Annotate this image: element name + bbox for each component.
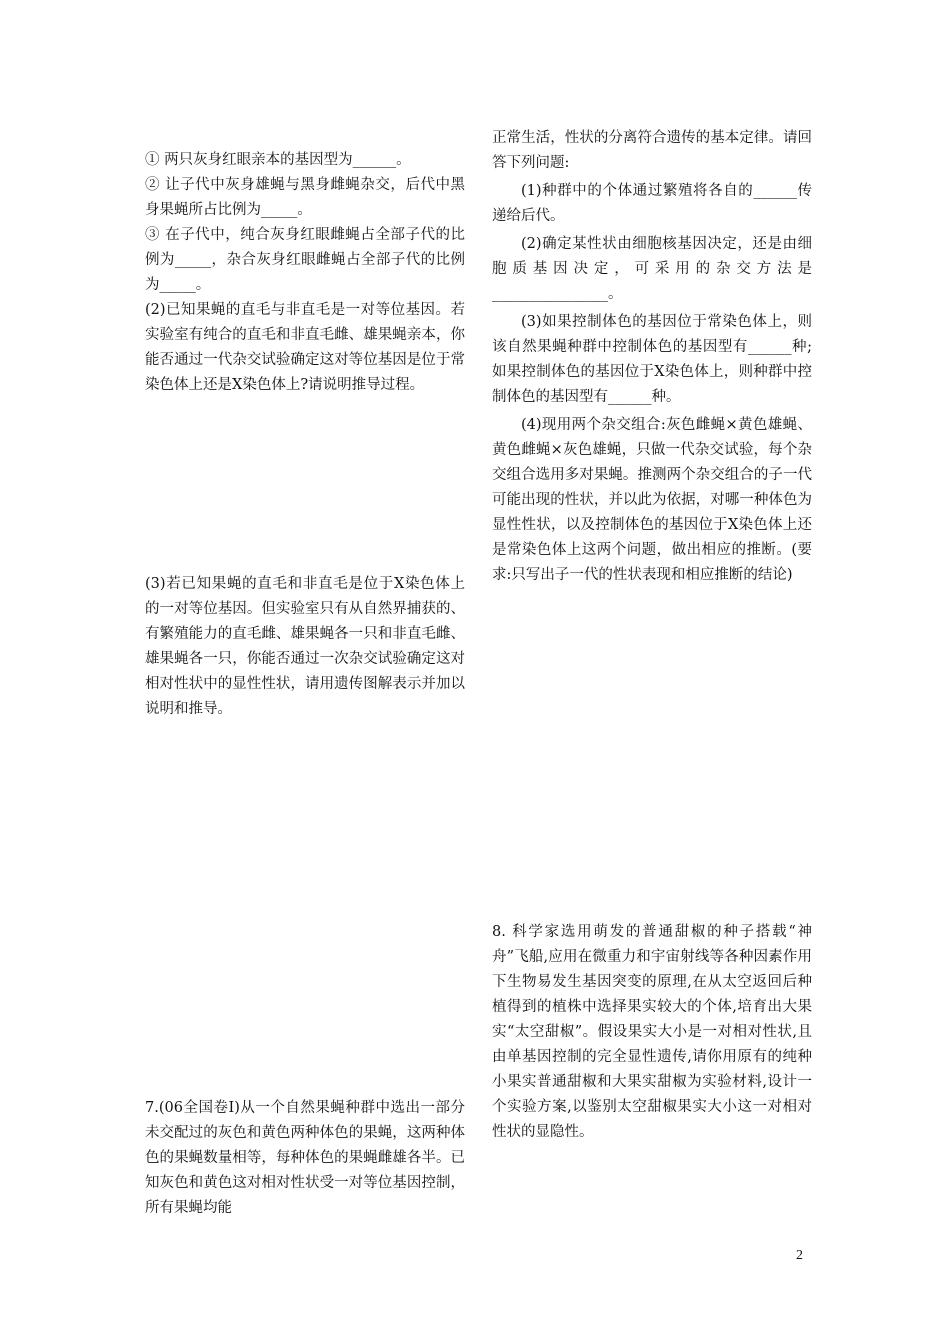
- right-column-top: [492, 126, 812, 588]
- question-7: 7.(06全国卷I)从一个自然果蝇种群中选出一部分未交配过的灰色和黄色两种体色的果蝇，这两种体色的果蝇数量相等，每种体色的果蝇雌雄各半。已知灰色和黄色这对相对性状受一对等位基因控制，所有果蝇均能: [145, 1100, 465, 1216]
- left-column-top: [145, 148, 465, 398]
- question-7-part-2: (2)确定某性状由细胞核基因决定，还是由细胞质基因决定，可采用的杂交方法是________________。: [492, 236, 812, 302]
- question-8: 8. 科学家选用萌发的普通甜椒的种子搭载“神舟”飞船,应用在微重力和宇宙射线等各种因素作用下生物易发生基因突变的原理,在从太空返回后种植得到的植株中选择果实较大的个体,培育出大果实“太空甜椒”。假设果实大小是一对相对性状,且由单基因控制的完全显性遗传,请你用原有的纯种小果实普通甜椒和大果实甜椒为实验材料,设计一个实验方案,以鉴别太空甜椒果实大小这一对相对性状的显隐性。: [492, 924, 812, 1140]
- question-3: (3)若已知果蝇的直毛和非直毛是位于X染色体上的一对等位基因。但实验室只有从自然界捕获的、有繁殖能力的直毛雌、雄果蝇各一只和非直毛雌、雄果蝇各一只，你能否通过一次杂交试验确定这对相对性状中的显性性状，请用遗传图解表示并加以说明和推导。: [145, 576, 465, 717]
- question-1-part-2: ② 让子代中灰身雄蝇与黑身雌蝇杂交，后代中黑身果蝇所占比例为_____。: [145, 177, 465, 218]
- left-column-question-7: [145, 1096, 465, 1221]
- question-7-part-1: (1)种群中的个体通过繁殖将各自的______传递给后代。: [492, 183, 812, 224]
- question-1-part-1: ① 两只灰身红眼亲本的基因型为______。: [145, 152, 411, 168]
- right-column-question-8: [492, 920, 812, 1145]
- question-7-continued: 正常生活，性状的分离符合遗传的基本定律。请回答下列问题:: [492, 130, 812, 171]
- question-7-part-4: (4)现用两个杂交组合:灰色雌蝇×黄色雄蝇、黄色雌蝇×灰色雄蝇，只做一代杂交试验，每个杂交组合选用多对果蝇。推测两个杂交组合的子一代可能出现的性状，并以此为依据，对哪一种体色为显性性状，以及控制体色的基因位于X染色体上还是常染色体上这两个问题，做出相应的推断。(要求:只写出子一代的性状表现和相应推断的结论): [492, 417, 812, 583]
- question-1-part-3: ③ 在子代中，纯合灰身红眼雌蝇占全部子代的比例为_____，杂合灰身红眼雌蝇占全部子代的比例为_____。: [145, 227, 465, 293]
- page-number: 2: [796, 1248, 803, 1263]
- question-7-part-3: (3)如果控制体色的基因位于常染色体上，则该自然果蝇种群中控制体色的基因型有______种;如果控制体色的基因位于X染色体上，则种群中控制体色的基因型有______种。: [492, 314, 812, 405]
- left-column-question-3: [145, 572, 465, 722]
- question-2: (2)已知果蝇的直毛与非直毛是一对等位基因。若实验室有纯合的直毛和非直毛雌、雄果蝇亲本，你能否通过一代杂交试验确定这对等位基因是位于常染色体上还是X染色体上?请说明推导过程。: [145, 302, 465, 393]
